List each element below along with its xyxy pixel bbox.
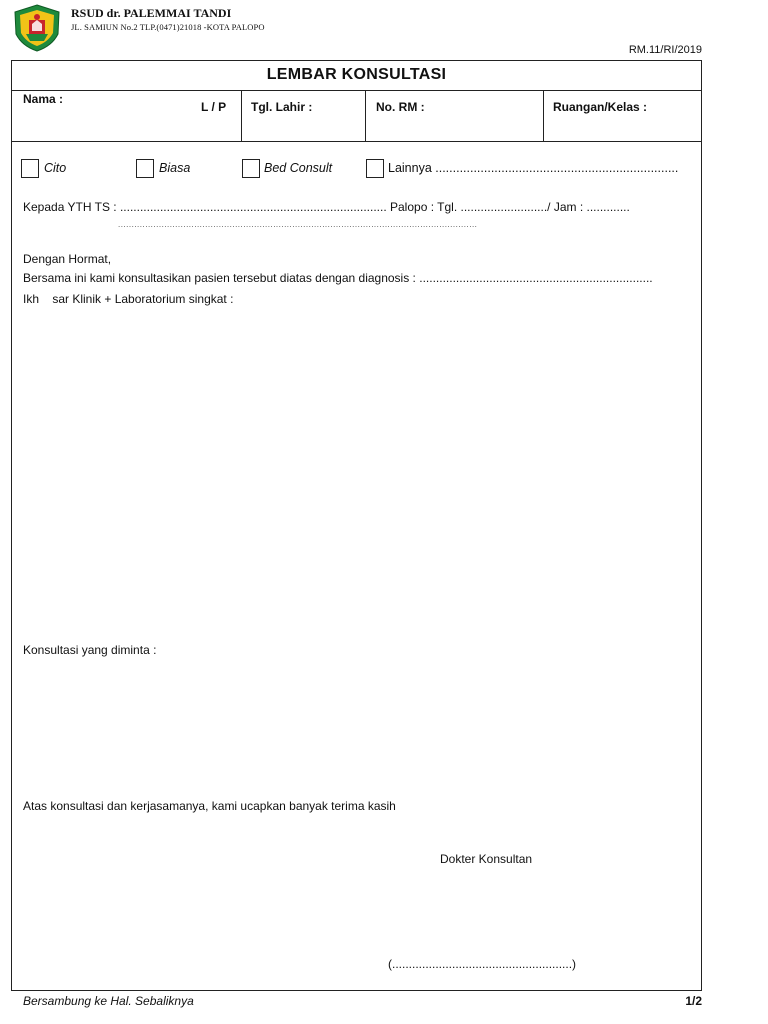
- continued-note: Bersambung ke Hal. Sebaliknya: [23, 994, 194, 1008]
- palopo-city-emblem-icon: [12, 4, 62, 52]
- greeting-text: Dengan Hormat,: [23, 252, 112, 266]
- page-number: 1/2: [685, 994, 702, 1008]
- addressee-dotted-line: ....................................................................................................................................: [118, 220, 478, 229]
- patient-name-label: Nama :: [23, 92, 64, 106]
- cito-label: Cito: [44, 161, 67, 175]
- form-code: RM.11/RI/2019: [628, 44, 702, 56]
- bed-consult-checkbox[interactable]: [242, 159, 260, 178]
- gender-label: L / P: [201, 100, 227, 114]
- biasa-checkbox[interactable]: [136, 159, 154, 178]
- biasa-label: Biasa: [159, 161, 191, 175]
- cell-divider: [365, 90, 366, 141]
- addressee-line: Kepada YTH TS : ................................................................................ Palopo : Tgl. ........................../ Jam : .............: [23, 200, 630, 214]
- signer-title: Dokter Konsultan: [440, 852, 533, 866]
- lainnya-checkbox[interactable]: [366, 159, 384, 178]
- hospital-name: RSUD dr. PALEMMAI TANDI: [71, 6, 232, 20]
- signature-line: (......................................................): [388, 957, 577, 971]
- cito-checkbox[interactable]: [21, 159, 39, 178]
- birth-date-label: Tgl. Lahir :: [251, 100, 313, 114]
- hospital-address: JL. SAMIUN No.2 TLP.(0471)21018 -KOTA PALOPO: [71, 22, 265, 32]
- clinical-summary-label: Ikh sar Klinik + Laboratorium singkat :: [23, 292, 234, 306]
- patient-info-row: [11, 90, 702, 142]
- medical-record-label: No. RM :: [376, 100, 425, 114]
- bed-consult-label: Bed Consult: [264, 161, 333, 175]
- closing-text: Atas konsultasi dan kerjasamanya, kami ucapkan banyak terima kasih: [23, 799, 396, 813]
- room-class-label: Ruangan/Kelas :: [553, 100, 648, 114]
- requested-consultation-label: Konsultasi yang diminta :: [23, 643, 157, 657]
- lainnya-label: Lainnya ......................................................................: [388, 161, 679, 175]
- diagnosis-line: Bersama ini kami konsultasikan pasien tersebut diatas dengan diagnosis : ......................................................................: [23, 271, 653, 285]
- cell-divider: [543, 90, 544, 141]
- cell-divider: [241, 90, 242, 141]
- form-title: LEMBAR KONSULTASI: [11, 60, 702, 91]
